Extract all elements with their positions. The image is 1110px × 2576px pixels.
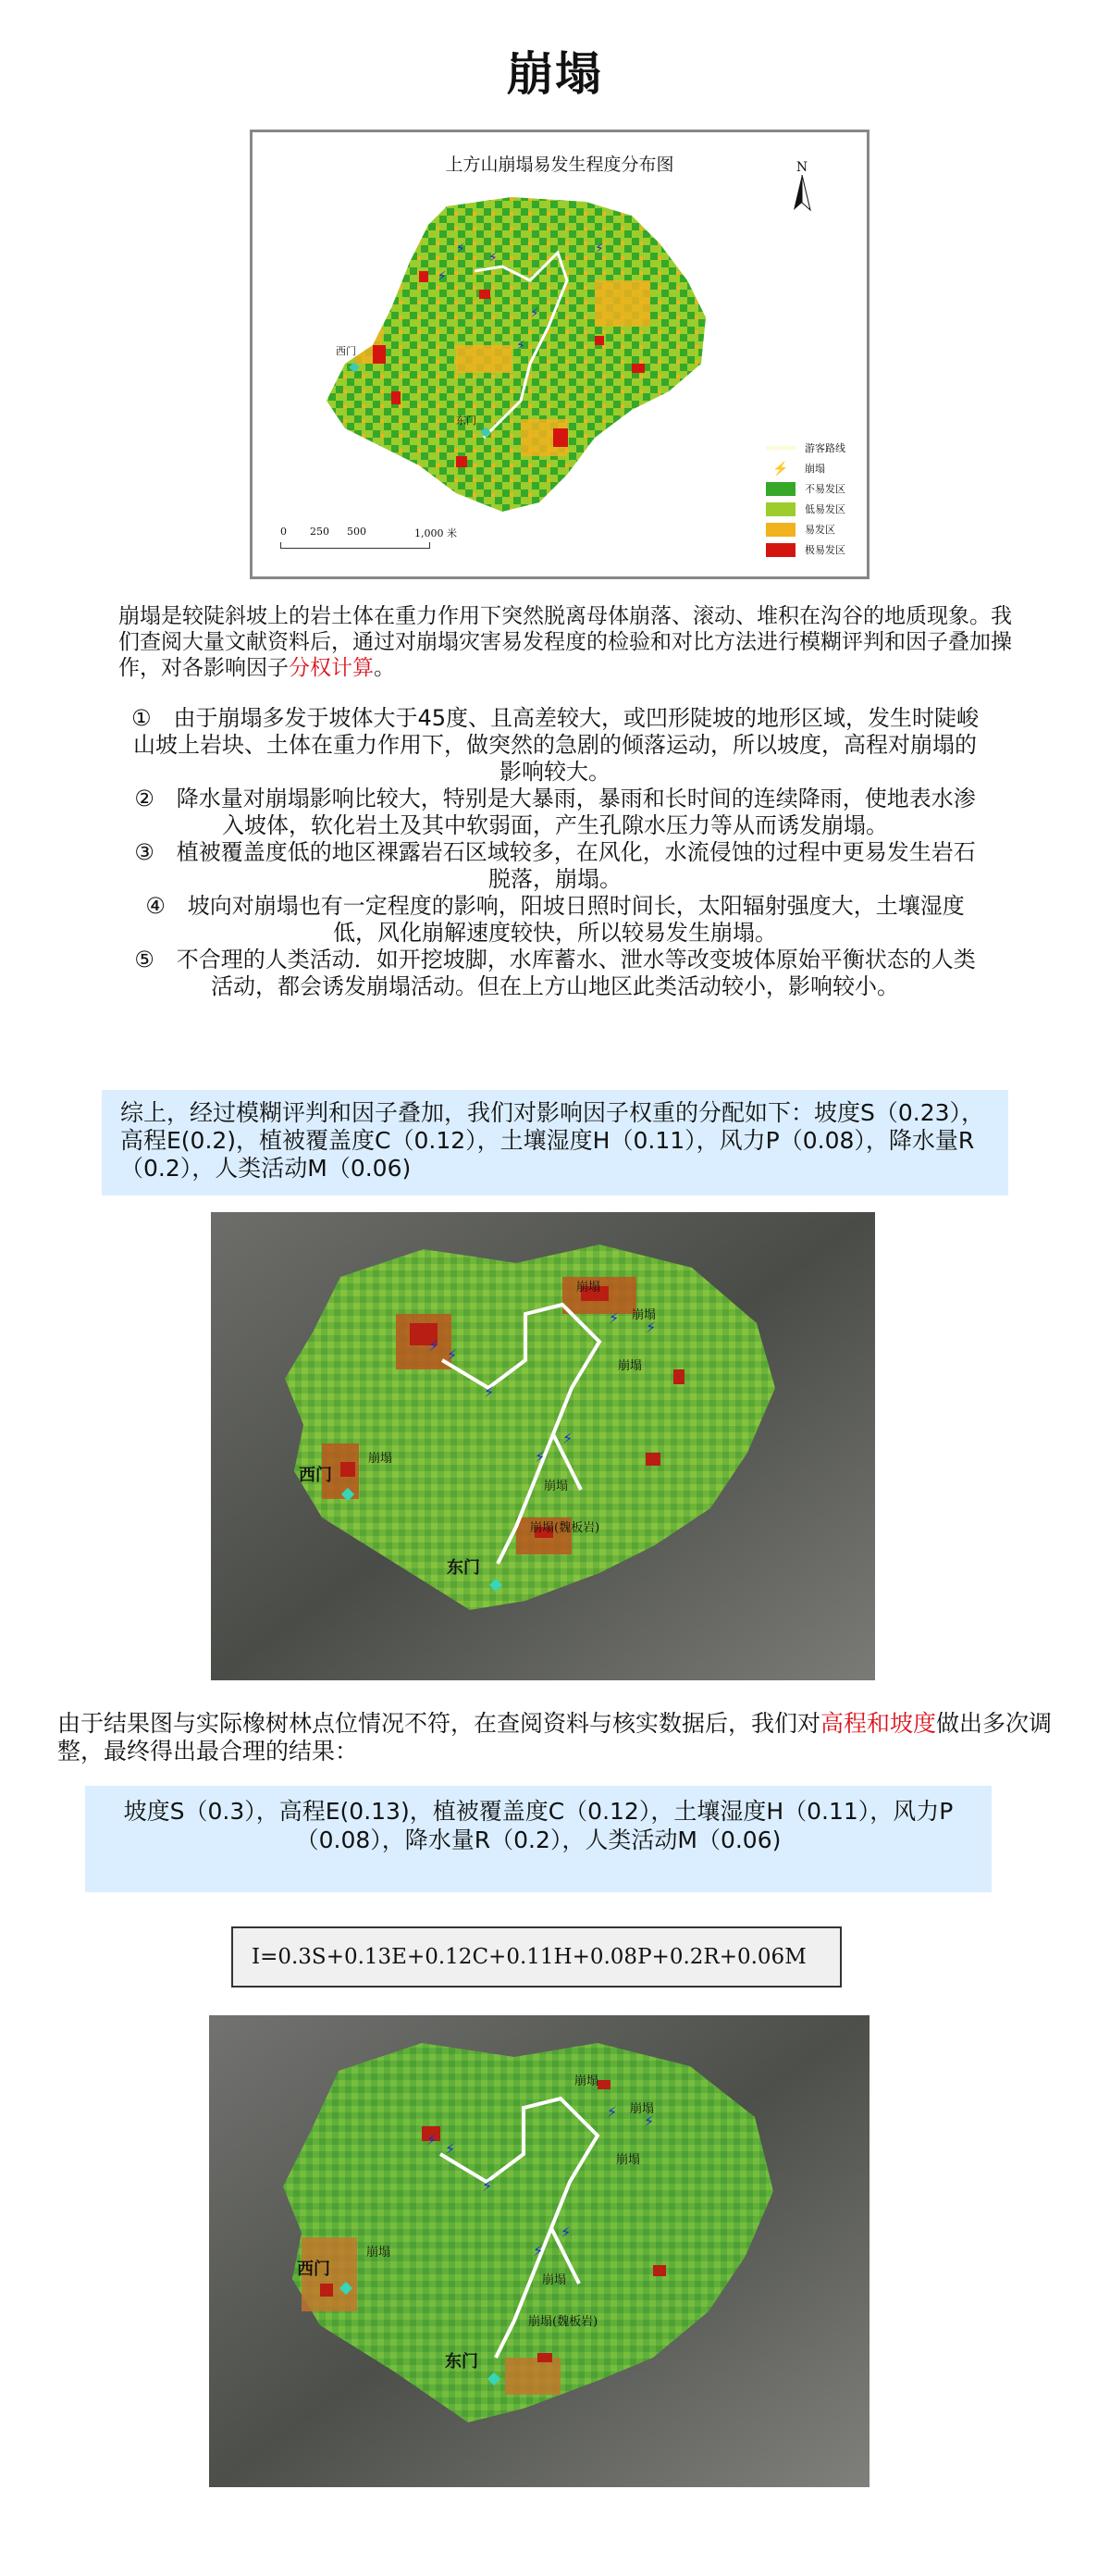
collapse-label: 崩塌 bbox=[544, 1480, 569, 1493]
map-legend bbox=[766, 438, 845, 560]
svg-text:⚡: ⚡ bbox=[438, 269, 447, 284]
svg-text:⚡: ⚡ bbox=[609, 1309, 620, 1327]
svg-text:⚡: ⚡ bbox=[516, 339, 525, 353]
overlay-map-initial bbox=[211, 1212, 875, 1680]
collapse-label: 崩塌 bbox=[368, 1452, 393, 1466]
weights-summary-box: 综上，经过模糊评判和因子叠加，我们对影响因子权重的分配如下：坡度S（0.23），高程E(0.2)，植被覆盖度C（0.12），土壤湿度H（0.11），风力P（0.08），降水量R（0.2），人类活动M（0.06) bbox=[102, 1090, 1008, 1195]
collapse-label: 崩塌 bbox=[618, 1359, 643, 1373]
collapse-label: 崩塌 bbox=[542, 2273, 567, 2287]
svg-text:⚡: ⚡ bbox=[447, 1346, 458, 1364]
formula-box: I=0.3S+0.13E+0.12C+0.11H+0.08P+0.2R+0.06M bbox=[231, 1926, 842, 1988]
final-weights-box: 坡度S（0.3），高程E(0.13)，植被覆盖度C（0.12），土壤湿度H（0.11），风力P（0.08），降水量R（0.2），人类活动M（0.06) bbox=[85, 1786, 992, 1892]
factor-item: ① 由于崩塌多发于坡体大于45度、且高差较大，或凹形陡坡的地形区域，发生时陡峻山坡上岩块、土体在重力作用下，做突然的急剧的倾落运动，所以坡度，高程对崩塌的影响较大。 bbox=[130, 705, 980, 785]
svg-text:⚡: ⚡ bbox=[426, 2131, 438, 2149]
legend-item-collapse: ⚡ 崩塌 bbox=[772, 461, 825, 477]
svg-text:⚡: ⚡ bbox=[535, 1448, 546, 1466]
east-gate-label: 东门 bbox=[447, 1558, 480, 1578]
overlay-map-final bbox=[209, 2015, 870, 2487]
map-title: 上方山崩塌易发生程度分布图 bbox=[445, 155, 674, 175]
legend-item-route: 游客路线 bbox=[766, 438, 845, 458]
north-arrow-icon: N bbox=[788, 160, 816, 216]
west-gate-label: 西门 bbox=[297, 2260, 330, 2279]
susceptibility-map bbox=[317, 179, 771, 549]
legend-item-not-prone: 不易发区 bbox=[766, 478, 845, 499]
susceptibility-map-figure bbox=[250, 130, 870, 579]
adjustment-highlight: 高程和坡度 bbox=[820, 1710, 937, 1737]
factor-item: ⑤ 不合理的人类活动．如开挖坡脚，水库蓄水、泄水等改变坡体原始平衡状态的人类活动，都会诱发崩塌活动。但在上方山地区此类活动较小，影响较小。 bbox=[134, 947, 976, 999]
svg-text:⚡: ⚡ bbox=[644, 2112, 655, 2130]
svg-text:⚡: ⚡ bbox=[488, 251, 498, 266]
collapse-special-label: 崩塌(魏板岩) bbox=[530, 1521, 600, 1535]
intro-paragraph: 崩塌是较陡斜坡上的岩土体在重力作用下突然脱离母体崩落、滚动、堆积在沟谷的地质现象。我们查阅大量文献资料后，通过对崩塌灾害易发程度的检验和对比方法进行模糊评判和因子叠加操作，对各影响因子分权计算。 bbox=[118, 604, 1012, 680]
svg-text:⚡: ⚡ bbox=[561, 2223, 572, 2241]
collapse-label: 崩塌 bbox=[366, 2246, 391, 2260]
collapse-special-label: 崩塌(魏板岩) bbox=[528, 2315, 598, 2329]
factors-list bbox=[130, 705, 980, 1000]
legend-item-prone: 易发区 bbox=[766, 519, 845, 539]
svg-text:⚡: ⚡ bbox=[456, 242, 465, 256]
map-scale-bar: 0 250 500 1,000 米 bbox=[280, 526, 465, 549]
map-east-gate-label: 东门 bbox=[456, 415, 476, 427]
svg-text:⚡: ⚡ bbox=[562, 1430, 574, 1447]
svg-text:⚡: ⚡ bbox=[428, 1337, 439, 1355]
page-title: 崩塌 bbox=[507, 47, 603, 101]
collapse-label: 崩塌 bbox=[630, 2102, 655, 2116]
legend-item-very-prone: 极易发区 bbox=[766, 539, 845, 560]
svg-text:⚡: ⚡ bbox=[484, 1383, 495, 1401]
collapse-label: 崩塌 bbox=[616, 2153, 641, 2167]
map-west-gate-label: 西门 bbox=[336, 345, 356, 357]
legend-item-low-prone: 低易发区 bbox=[766, 499, 845, 519]
factor-item: ④ 坡向对崩塌也有一定程度的影响，阳坡日照时间长，太阳辐射强度大，土壤湿度低，风化崩解速度较快，所以较易发生崩塌。 bbox=[145, 893, 965, 946]
west-gate-label: 西门 bbox=[299, 1466, 332, 1485]
adjustment-paragraph: 由于结果图与实际橡树林点位情况不符，在查阅资料与核实数据后，我们对高程和坡度做出多次调整，最终得出最合理的结果： bbox=[57, 1710, 1053, 1765]
svg-text:⚡: ⚡ bbox=[445, 2140, 456, 2158]
svg-text:⚡: ⚡ bbox=[646, 1319, 657, 1336]
svg-text:⚡: ⚡ bbox=[482, 2177, 493, 2195]
intro-highlight: 分权计算 bbox=[289, 656, 374, 680]
factor-item: ② 降水量对崩塌影响比较大，特别是大暴雨，暴雨和长时间的连续降雨，使地表水渗入坡体，软化岩土及其中软弱面，产生孔隙水压力等从而诱发崩塌。 bbox=[134, 786, 976, 838]
collapse-label: 崩塌 bbox=[576, 1281, 601, 1294]
svg-text:⚡: ⚡ bbox=[530, 306, 539, 321]
collapse-label: 崩塌 bbox=[632, 1308, 657, 1322]
factor-item: ③ 植被覆盖度低的地区裸露岩石区域较多，在风化，水流侵蚀的过程中更易发生岩石脱落，崩塌。 bbox=[134, 839, 976, 892]
svg-text:⚡: ⚡ bbox=[595, 242, 604, 256]
east-gate-label: 东门 bbox=[445, 2352, 478, 2372]
svg-text:⚡: ⚡ bbox=[533, 2242, 544, 2260]
svg-text:⚡: ⚡ bbox=[607, 2103, 618, 2121]
collapse-label: 崩塌 bbox=[574, 2074, 599, 2088]
